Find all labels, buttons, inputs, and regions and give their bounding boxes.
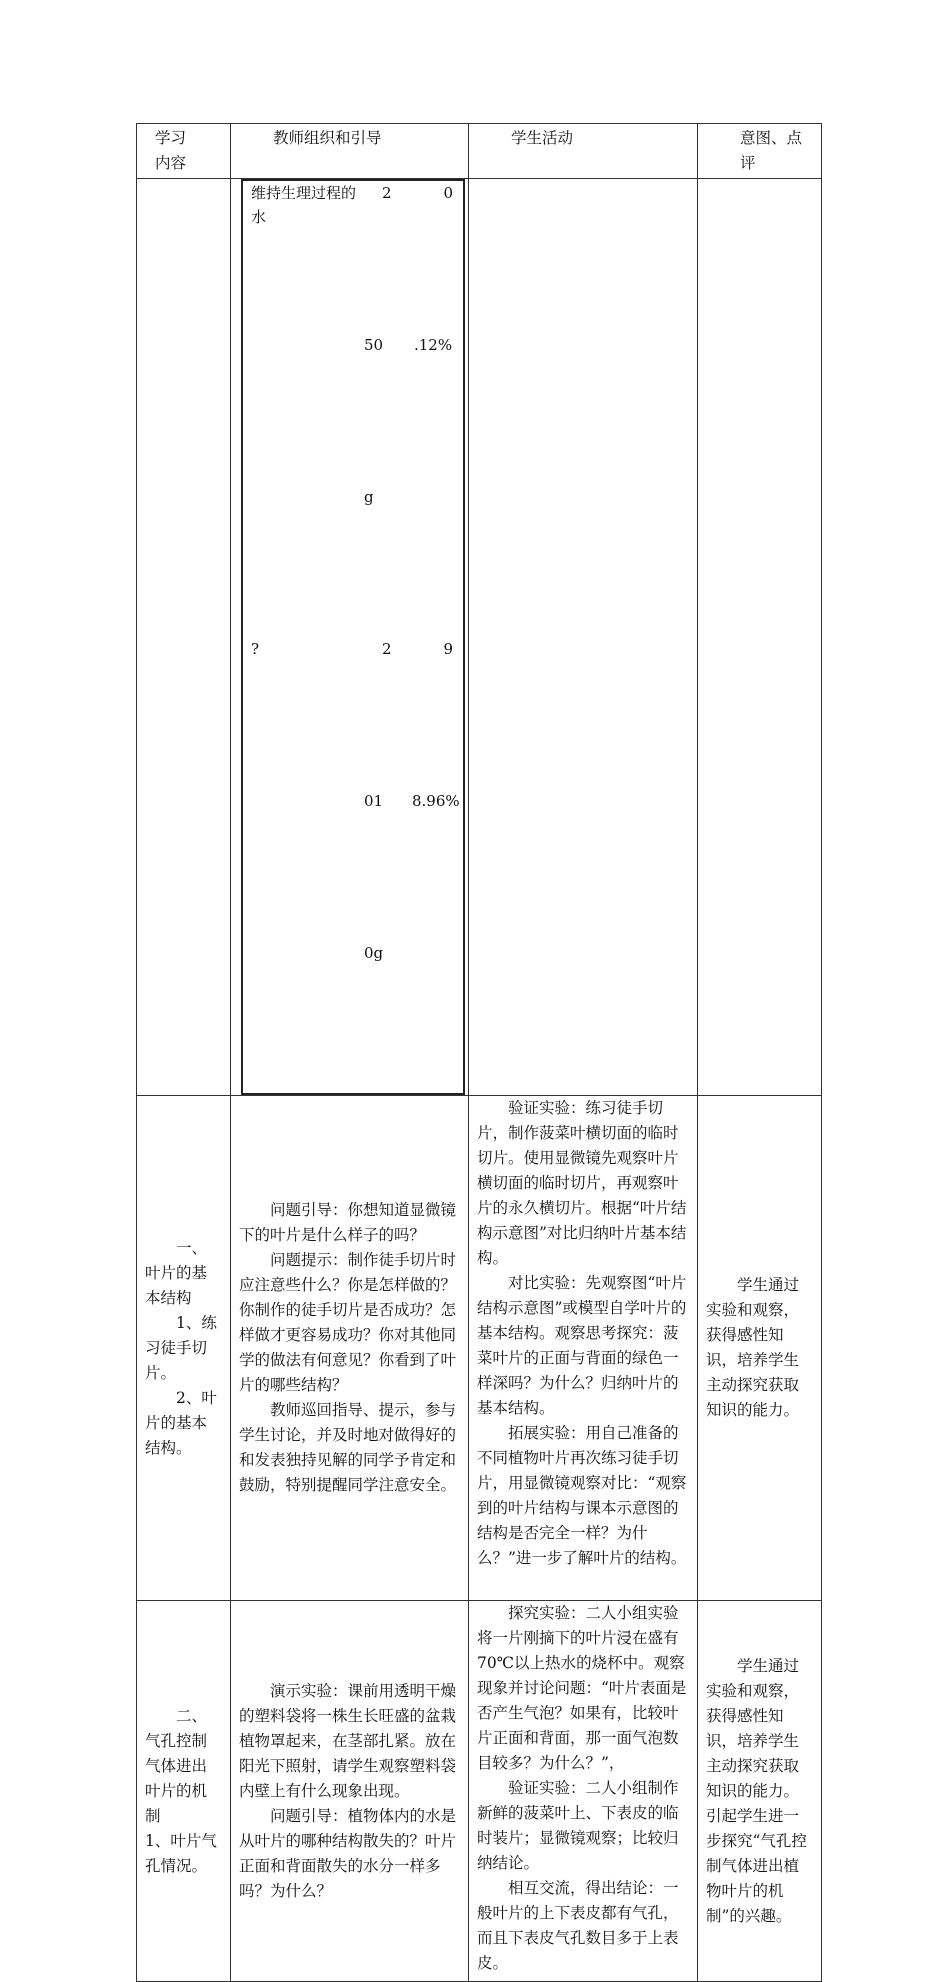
table-row — [137, 1601, 822, 1982]
lesson-plan-table — [136, 123, 822, 1982]
table-row — [137, 1096, 822, 1601]
teacher-paragraph: 问题提示：制作徒手切片时应注意些什么？你是怎样做的？你制作的徒手切片是否成功？怎样做才更容易成功？你对其他同学的做法有何意见？你看到了叶片的哪些结构？ — [239, 1251, 457, 1394]
student-paragraph: 对比实验：先观察图“叶片结构示意图”或模型自学叶片的基本结构。观察思考探究：菠菜叶片的正面与背面的绿色一样深吗？为什么？归纳叶片的基本结构。 — [477, 1274, 687, 1417]
header-student-activity — [469, 124, 698, 179]
inner-percent-part: 0 — [443, 184, 453, 202]
section2-comment-cell — [698, 1601, 822, 1982]
section-subitem: 1、练习徒手切片。 — [145, 1313, 217, 1382]
inner-mass-part: 0g — [364, 944, 384, 962]
section1-teacher-cell — [231, 1096, 469, 1601]
inner-percent-part: 8.96% — [412, 792, 460, 810]
teacher-paragraph: 演示实验：课前用透明干燥的塑料袋将一株生长旺盛的盆栽植物罩起来，在茎部扎紧。放在阳光下照射，请学生观察塑料袋内壁上有什么现象出现。 — [239, 1681, 457, 1800]
section-title: 一、叶片的基本结构 — [145, 1238, 208, 1307]
row1-comment-cell — [698, 179, 822, 1096]
row1-content-cell — [137, 179, 231, 1096]
row1-teacher-cell — [231, 179, 469, 1096]
section-subitem: 1、叶片气孔情况。 — [145, 1831, 217, 1875]
comment-paragraph: 学生通过实验和观察，获得感性知识，培养学生主动探究获取知识的能力。 — [706, 1276, 800, 1419]
header-label: 学习 内容 — [155, 129, 187, 172]
student-paragraph: 验证实验：练习徒手切片，制作菠菜叶横切面的临时切片。使用显微镜先观察叶片横切面的临时切片，再观察叶片的永久横切片。根据“叶片结构示意图”对比归纳叶片基本结构。 — [477, 1099, 687, 1267]
inner-mass-part: 01 — [364, 792, 384, 810]
header-label: 学生活动 — [511, 129, 574, 147]
teacher-paragraph: 问题引导：植物体内的水是从叶片的哪种结构散失的？叶片正面和背面散失的水分一样多吗？为什么？ — [239, 1806, 457, 1900]
table-row — [137, 179, 822, 1096]
student-paragraph: 探究实验：二人小组实验将一片刚摘下的叶片浸在盛有70℃以上热水的烧杯中。观察现象并讨论问题：“叶片表面是否产生气泡？如果有，比较叶片正面和背面，那一面气泡数目较多？为什么？”， — [477, 1604, 687, 1772]
header-teacher-guidance — [231, 124, 469, 179]
comment-paragraph: 学生通过实验和观察，获得感性知识，培养学生主动探究获取知识的能力。引起学生进一步探究“气孔控制气体进出植物叶片的机制”的兴趣。 — [706, 1656, 807, 1925]
section1-comment-cell — [698, 1096, 822, 1601]
student-paragraph: 验证实验：二人小组制作新鲜的菠菜叶上、下表皮的临时装片；显微镜观察；比较归纳结论。 — [477, 1779, 679, 1872]
section1-student-cell — [469, 1096, 698, 1601]
header-label: 教师组织和引导 — [273, 129, 382, 147]
header-learning-content — [137, 124, 231, 179]
student-paragraph: 相互交流，得出结论：一般叶片的上下表皮都有气孔，而且下表皮气孔数目多于上表皮。 — [477, 1879, 679, 1972]
section2-teacher-cell — [231, 1601, 469, 1982]
section-subitem: 2、叶片的基本结构。 — [145, 1388, 217, 1457]
row1-student-cell — [469, 179, 698, 1096]
teacher-paragraph: 教师巡回指导、提示，参与学生讨论，并及时地对做得好的和发表独持见解的同学予肯定和鼓励，特别提醒同学注意安全。 — [239, 1401, 457, 1494]
table-header-row — [137, 124, 822, 179]
section-title: 二、气孔控制气体进出叶片的机制 — [145, 1706, 208, 1825]
teacher-paragraph: 问题引导：你想知道显微镜下的叶片是什么样子的吗？ — [239, 1201, 457, 1244]
header-label: 意图、点 评 — [740, 129, 803, 172]
section2-content-cell — [137, 1601, 231, 1982]
inner-percent-part: 9 — [443, 640, 453, 658]
inner-mass-part: 50 — [364, 336, 384, 354]
inner-mass-part: 2 — [382, 184, 392, 202]
inner-percent-part: .12% — [414, 336, 453, 354]
water-usage-table — [241, 179, 465, 1095]
section1-content-cell — [137, 1096, 231, 1601]
inner-table-row — [242, 637, 464, 789]
section2-student-cell — [469, 1601, 698, 1982]
student-paragraph: 拓展实验：用自己准备的不同植物叶片再次练习徒手切片，用显微镜观察对比：“观察到的叶片结构与课本示意图的结构是否完全一样？为什么？”进一步了解叶片的结构。 — [477, 1424, 687, 1567]
inner-row-label: ? — [251, 640, 260, 658]
header-intent-comment — [698, 124, 822, 179]
inner-row-label: 维持生理过程的水 — [251, 184, 357, 226]
inner-mass-part: 2 — [382, 640, 392, 658]
inner-table-row — [242, 180, 464, 333]
inner-mass-part: g — [364, 488, 374, 506]
